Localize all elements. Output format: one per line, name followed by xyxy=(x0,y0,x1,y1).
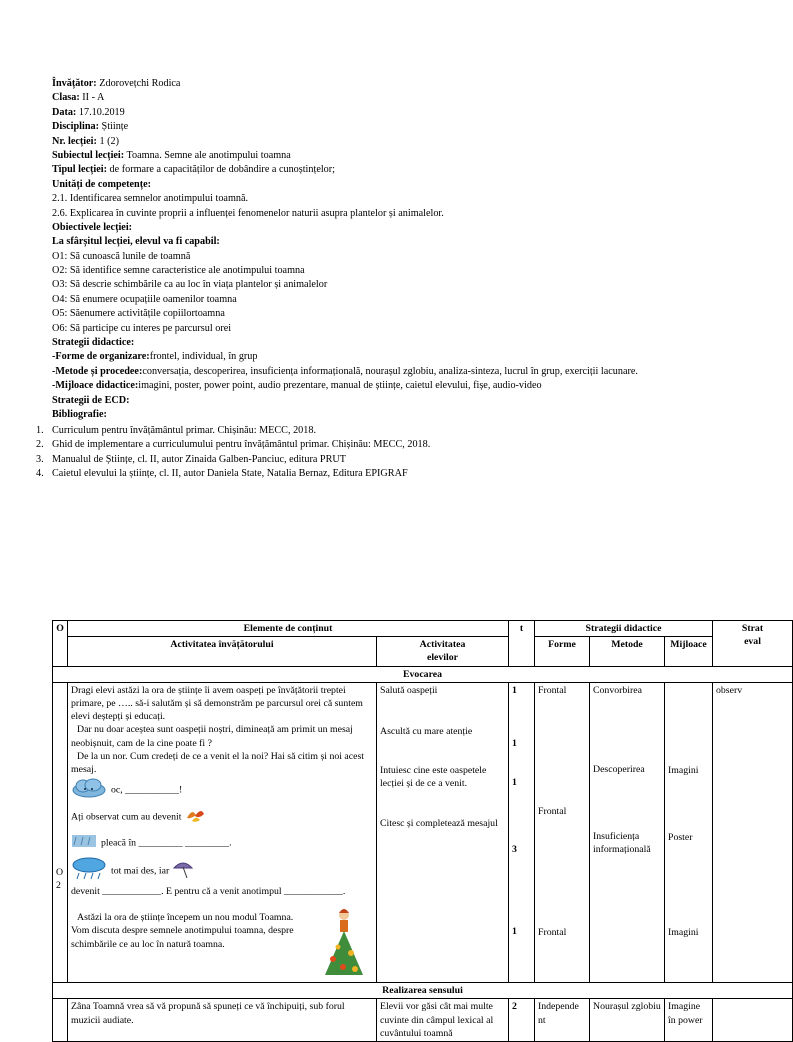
bibliography-heading: Bibliografie: xyxy=(52,408,107,420)
col-header-eval: Strat eval xyxy=(713,621,793,667)
class-line: Clasa: II - A xyxy=(52,92,105,104)
section-row-evocarea xyxy=(53,666,793,682)
lesson-number-line: Nr. lecției: 1 (2) xyxy=(52,135,119,147)
table-row xyxy=(53,682,793,982)
methods-line: -Metode și procedee:conversația, descoperirea, insuficiența informațională, nourașul zglobiu, analiza-sinteza, lucrul în grup, exerciții lacunare. xyxy=(52,365,638,377)
forms-cell: Independe nt xyxy=(535,999,590,1042)
bibliography-item: 1. Curriculum pentru învățământul primar. Chișinău: MECC, 2018. xyxy=(36,425,316,436)
rain-sky-icon xyxy=(71,833,97,853)
means-line: -Mijloace didactice:imagini, poster, power point, audio prezentare, manual de științe, caietul elevului, fișe, audio-video xyxy=(52,380,542,392)
evaluation-cell xyxy=(713,999,793,1042)
section-title: Evocarea xyxy=(53,666,793,682)
bibliography-item: 4. Caietul elevului la științe, cl. II, autor Daniela State, Natalia Bernaz, Editura EPIGRAF xyxy=(36,468,408,480)
autumn-fairy-image xyxy=(321,907,367,983)
col-header-metode: Metode xyxy=(590,637,665,666)
teacher-paragraph: Dragi elevi astăzi la ora de științe îi avem oaspeți pe învățătorii treptei primare, pe ….. să-i salutăm și să demonstrăm pe parcursul orei că suntem elevi deștepți și educați. xyxy=(71,684,363,723)
objective-item: O6: Să participe cu interes pe parcursul orei xyxy=(52,322,232,334)
table-row xyxy=(53,999,793,1042)
methods-cell: Nourașul zglobiu xyxy=(590,999,665,1042)
teacher-activity-cell xyxy=(68,682,377,982)
topic-line: Subiectul lecției: Toamna. Semne ale anotimpului toamna xyxy=(52,149,291,161)
date-line: Data: 17.10.2019 xyxy=(52,106,125,118)
table-subheader-row xyxy=(53,637,793,666)
competence-item: 2.6. Explicarea în cuvinte proprii a influenței fenomenelor naturii asupra plantelor și animalelor. xyxy=(52,207,444,219)
umbrella-icon xyxy=(172,858,194,884)
teacher-line: Învățător: Zdorovețchi Rodica xyxy=(52,78,181,89)
teacher-paragraph-with-image: Astăzi la ora de științe începem un nou modul Toamna. Vom discuta despre semnele anotimpului toamna, despre schimbările ce au loc în natură toamna. xyxy=(71,911,373,981)
forms-line: -Forme de organizare:frontel, individual, în grup xyxy=(52,351,258,363)
lesson-table xyxy=(52,620,793,1042)
strategies-heading: Strategii didactice: xyxy=(52,337,135,349)
teacher-paragraph: De la un nor. Cum credeți de ce a venit el la noi? Hai să citim și noi acest mesaj. xyxy=(71,750,365,776)
time-cell: 1 1 1 3 1 xyxy=(509,682,535,982)
competences-heading: Unități de competențe: xyxy=(52,178,152,190)
lesson-type-line: Tipul lecției: de formare a capacităților de dobândire a cunoștințelor; xyxy=(52,164,335,176)
bibliography-item: 2. Ghid de implementare a curriculumului pentru învățământul primar. Chișinău: MECC, 2018. xyxy=(36,439,431,451)
col-header-mijloace: Mijloace xyxy=(665,637,713,666)
table-header-row xyxy=(53,621,793,637)
objective-item: O4: Să enumere ocupațiile oamenilor toamna xyxy=(52,293,237,305)
means-cell: Imagini Poster Imagini xyxy=(665,682,713,982)
section-row-realizarea xyxy=(53,983,793,999)
col-header-elements: Elemente de conținut xyxy=(68,621,509,637)
objective-item: O5: Săenumere activitățile copiilortoamna xyxy=(52,308,225,320)
bibliography-list xyxy=(36,424,736,482)
col-header-forme: Forme xyxy=(535,637,590,666)
teacher-activity-cell: Zâna Toamnă vrea să vă propună să spuneți ce vă închipuiți, sub forul muzicii audiate. xyxy=(68,999,377,1042)
objective-cell: O 2 xyxy=(53,682,68,982)
col-header-o: O xyxy=(53,621,68,667)
bibliography-item: 3. Manualul de Științe, cl. II, autor Zinaida Galben-Panciuc, editura PRUT xyxy=(36,453,346,465)
section-title: Realizarea sensului xyxy=(53,983,793,999)
objective-item: O3: Să descrie schimbările ca au loc în viața plantelor și animalelor xyxy=(52,279,328,291)
message-line: Ați observat cum au devenit xyxy=(71,806,373,828)
competence-item: 2.1. Identificarea semnelor anotimpului toamnă. xyxy=(52,193,249,205)
objectives-heading: Obiectivele lecției: xyxy=(52,221,133,233)
lesson-table-wrapper xyxy=(52,620,768,1039)
message-line: tot mai des, iar xyxy=(71,857,373,885)
message-line: devenit ____________. E pentru că a venit anotimpul ____________. xyxy=(71,886,346,898)
ecd-heading: Strategii de ECD: xyxy=(52,394,130,406)
subject-line: Disciplina: Științe xyxy=(52,121,129,133)
leaves-icon xyxy=(184,806,206,828)
students-activity-cell: Salută oaspeții Ascultă cu mare atenție Intuiesc cine este oaspetele lecției și de ce a venit. Citesc și completează mesajul xyxy=(377,682,509,982)
objective-item: O2: Să identifice semne caracteristice ale anotimpului toamna xyxy=(52,265,305,277)
col-header-strategies: Strategii didactice xyxy=(535,621,713,637)
evaluation-cell: observ xyxy=(713,682,793,982)
forms-cell: Frontal Frontal Frontal xyxy=(535,682,590,982)
rain-cloud-icon xyxy=(71,857,107,885)
objective-item: O1: Să cunoască lunile de toamnă xyxy=(52,250,191,262)
message-line: oc, ___________! xyxy=(71,778,373,802)
objectives-intro: La sfârșitul lecției, elevul va fi capabil: xyxy=(52,236,220,248)
col-header-t: t xyxy=(509,621,535,667)
teacher-paragraph: Dar nu doar aceștea sunt oaspeții noștri, dimineață am primit un mesaj neobișnuit, cam de la cine poate fi ? xyxy=(71,724,353,749)
methods-cell: Convorbirea Descoperirea Insuficiența informațională xyxy=(590,682,665,982)
lesson-header xyxy=(52,77,752,422)
means-cell: Imagine în power xyxy=(665,999,713,1042)
col-header-students: Activitatea elevilor xyxy=(377,637,509,666)
time-cell: 2 xyxy=(509,999,535,1042)
cloud-icon xyxy=(71,778,107,802)
col-header-teacher: Activitatea învățătorului xyxy=(68,637,377,666)
message-line: pleacă în _________ _________. xyxy=(71,833,373,853)
objective-cell xyxy=(53,999,68,1042)
students-activity-cell: Elevii vor găsi cât mai multe cuvinte din câmpul lexical al cuvântului toamnă xyxy=(377,999,509,1042)
